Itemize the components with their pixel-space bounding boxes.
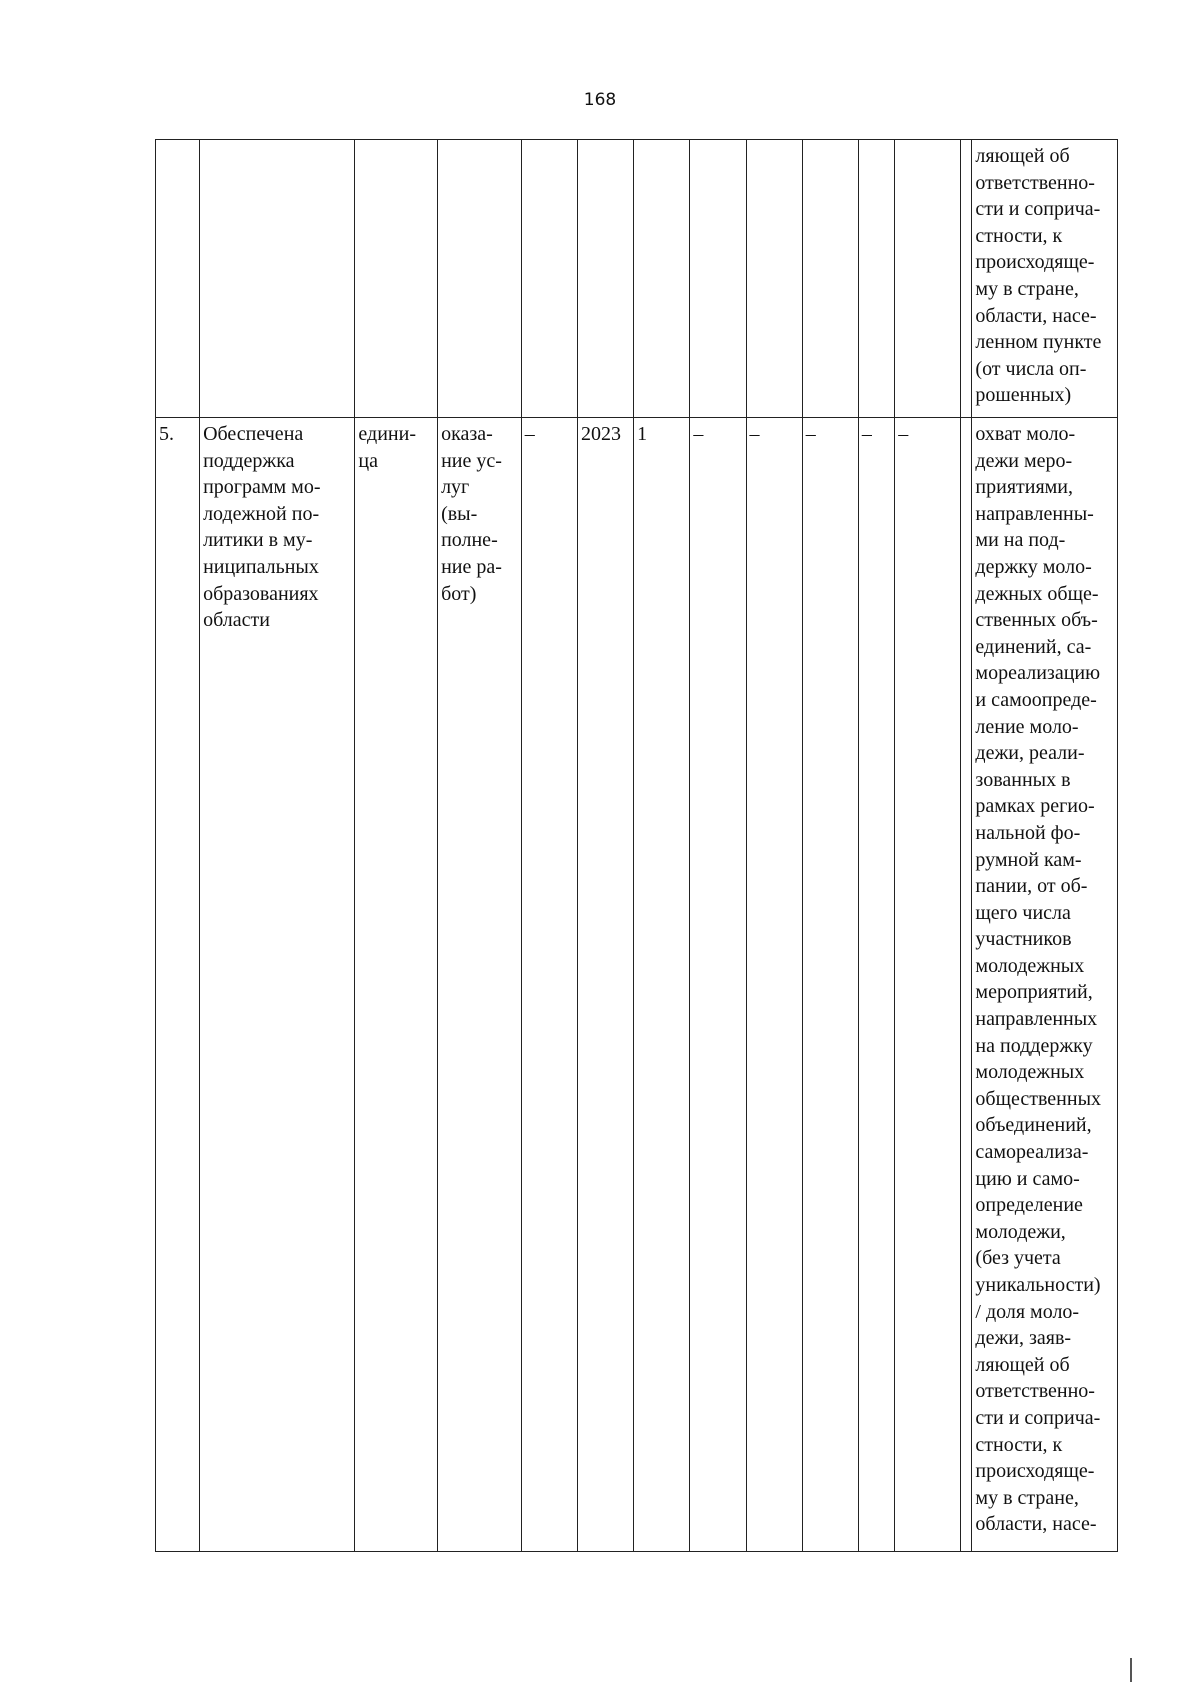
text-line: ние ус- bbox=[441, 449, 502, 472]
cell-type bbox=[438, 418, 522, 1552]
cell-base bbox=[521, 140, 577, 418]
text-line: / доля моло- bbox=[975, 1300, 1080, 1323]
text-line: держку моло- bbox=[975, 555, 1092, 578]
text-line: приятиями, bbox=[975, 476, 1074, 499]
text-line: происходяще- bbox=[975, 251, 1095, 274]
cell-indicator bbox=[972, 418, 1118, 1552]
text-line: охват моло- bbox=[975, 423, 1076, 445]
text-line: на поддержку bbox=[975, 1034, 1093, 1057]
cell-value-6: – bbox=[895, 418, 961, 1552]
text-line: (вы- bbox=[441, 502, 478, 525]
cell-value-1: 1 bbox=[634, 418, 690, 1552]
text-line: му в стране, bbox=[975, 1486, 1079, 1509]
cell-value-4 bbox=[802, 140, 858, 418]
text-line: луг bbox=[441, 476, 470, 499]
cell-value-5 bbox=[858, 140, 894, 418]
text-line: определение bbox=[975, 1194, 1083, 1217]
cell-spacer bbox=[961, 140, 972, 418]
text-line: нальной фо- bbox=[975, 821, 1081, 844]
text-line: области, насе- bbox=[975, 304, 1097, 327]
cell-name bbox=[200, 140, 355, 418]
cell-number: 5. bbox=[156, 418, 200, 1552]
text-line: ляющей об bbox=[975, 145, 1070, 167]
text-line: общественных bbox=[975, 1087, 1102, 1110]
text-line: дежи, реали- bbox=[975, 742, 1085, 765]
text-line: румной кам- bbox=[975, 848, 1082, 871]
text-line: ленном пункте bbox=[975, 331, 1102, 354]
cell-indicator-continued bbox=[972, 140, 1118, 418]
cell-value-2 bbox=[690, 140, 746, 418]
cell-value-5: – bbox=[858, 418, 894, 1552]
text-line: зованных в bbox=[975, 768, 1071, 791]
text-line: сти и соприча- bbox=[975, 1406, 1101, 1429]
text-line: лодежной по- bbox=[203, 502, 320, 525]
text-line: и самоопреде- bbox=[975, 688, 1097, 711]
text-line: участников bbox=[975, 928, 1072, 951]
cell-value-3: – bbox=[746, 418, 802, 1552]
cell-value-3 bbox=[746, 140, 802, 418]
text-line: происходяще- bbox=[975, 1460, 1095, 1483]
text-line: Обеспечена bbox=[203, 423, 304, 445]
text-line: молодежи, bbox=[975, 1220, 1066, 1243]
text-line: дежных обще- bbox=[975, 582, 1099, 605]
text-line: программ мо- bbox=[203, 476, 321, 499]
text-line: оказа- bbox=[441, 423, 493, 445]
indicators-table bbox=[155, 139, 1118, 1552]
text-line: рошенных) bbox=[975, 384, 1072, 407]
text-line: полне- bbox=[441, 529, 498, 552]
table-row-continued bbox=[156, 140, 1118, 418]
text-line: самореализа- bbox=[975, 1141, 1089, 1164]
text-line: ление моло- bbox=[975, 715, 1079, 738]
cell-value-1 bbox=[634, 140, 690, 418]
text-line: дежи, заяв- bbox=[975, 1327, 1072, 1350]
cell-unit bbox=[355, 418, 438, 1552]
text-line: молодежных bbox=[975, 1061, 1085, 1084]
cell-name bbox=[200, 418, 355, 1552]
cell-spacer bbox=[961, 418, 972, 1552]
page-number: 168 bbox=[583, 90, 617, 110]
text-line: ца bbox=[358, 449, 379, 472]
text-line: единений, са- bbox=[975, 635, 1092, 658]
text-line: области bbox=[203, 609, 270, 632]
text-line: му в стране, bbox=[975, 277, 1079, 300]
text-line: ственных объ- bbox=[975, 609, 1098, 632]
text-line: литики в му- bbox=[203, 529, 313, 552]
text-line: цию и само- bbox=[975, 1167, 1080, 1190]
text-line: бот) bbox=[441, 582, 477, 605]
text-line: стности, к bbox=[975, 224, 1063, 247]
text-line: ответственно- bbox=[975, 171, 1095, 194]
text-line: мероприятий, bbox=[975, 981, 1093, 1004]
text-line: объединений, bbox=[975, 1114, 1092, 1137]
cell-number bbox=[156, 140, 200, 418]
cell-year bbox=[577, 140, 633, 418]
cell-year: 2023 bbox=[577, 418, 633, 1552]
cell-type bbox=[438, 140, 522, 418]
cell-value-4: – bbox=[802, 418, 858, 1552]
text-line: области, насе- bbox=[975, 1513, 1097, 1536]
table-row-5 bbox=[156, 418, 1118, 1552]
text-line: дежи меро- bbox=[975, 449, 1073, 472]
text-line: ми на под- bbox=[975, 529, 1066, 552]
text-line: рамках регио- bbox=[975, 795, 1095, 818]
text-line: молодежных bbox=[975, 954, 1085, 977]
text-line: мореализацию bbox=[975, 662, 1101, 685]
text-line: стности, к bbox=[975, 1433, 1063, 1456]
text-line: ние ра- bbox=[441, 555, 502, 578]
cell-value-6 bbox=[895, 140, 961, 418]
text-line: (без учета bbox=[975, 1247, 1061, 1270]
cell-value-2: – bbox=[690, 418, 746, 1552]
text-line: пании, от об- bbox=[975, 875, 1088, 898]
text-line: ответственно- bbox=[975, 1380, 1095, 1403]
text-line: сти и соприча- bbox=[975, 198, 1101, 221]
scan-margin-mark bbox=[1130, 1658, 1132, 1682]
table-sheet bbox=[155, 139, 1118, 1548]
text-line: едини- bbox=[358, 423, 416, 445]
cell-base: – bbox=[521, 418, 577, 1552]
cell-unit bbox=[355, 140, 438, 418]
text-line: ниципальных bbox=[203, 555, 319, 578]
text-line: уникальности) bbox=[975, 1274, 1101, 1296]
text-line: ляющей об bbox=[975, 1353, 1070, 1376]
text-line: направленны- bbox=[975, 502, 1094, 525]
text-line: поддержка bbox=[203, 449, 295, 472]
text-line: (от числа оп- bbox=[975, 357, 1087, 380]
text-line: направленных bbox=[975, 1008, 1098, 1031]
text-line: образованиях bbox=[203, 582, 319, 605]
text-line: щего числа bbox=[975, 901, 1071, 924]
